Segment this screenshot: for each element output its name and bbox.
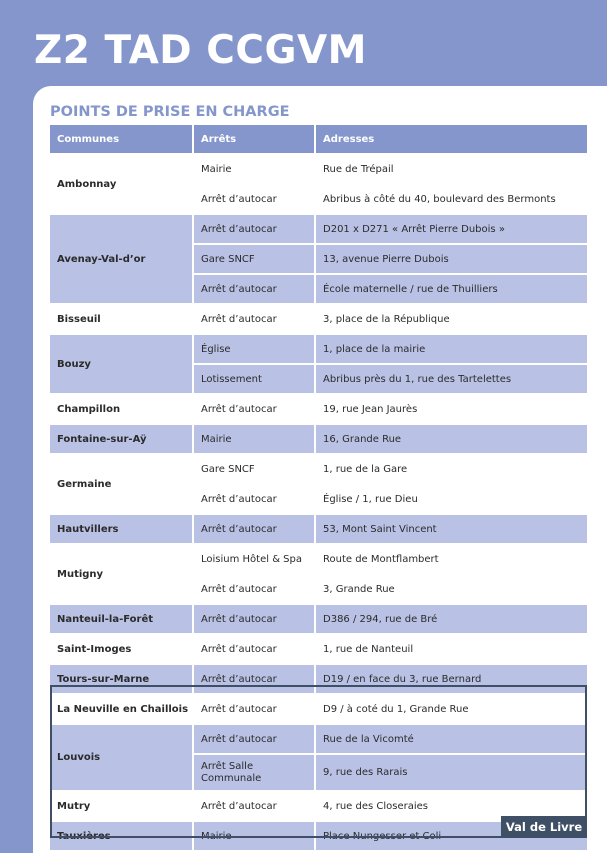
adresse-cell: 1, rue de Nanteuil [315, 634, 587, 664]
commune-cell: Tours-sur-Marne [50, 664, 193, 694]
column-header-arrets: Arrêts [193, 125, 315, 154]
arret-cell: Arrêt d’autocar [193, 514, 315, 544]
commune-cell: Mutigny [50, 544, 193, 604]
arret-cell: Mairie [193, 424, 315, 454]
arret-cell: Arrêt d’autocar [193, 634, 315, 664]
arret-cell: Gare SNCF [193, 454, 315, 484]
table-row [50, 514, 587, 544]
adresse-cell: Église / 1, rue Dieu [315, 484, 587, 514]
commune-cell: Bouzy [50, 334, 193, 394]
adresse-cell: 13, avenue Pierre Dubois [315, 244, 587, 274]
table-row [50, 724, 587, 754]
val-de-livre-badge: Val de Livre [501, 816, 587, 838]
table-header-row [50, 125, 587, 154]
table-row [50, 394, 587, 424]
adresse-cell: Rue de Trépail [315, 154, 587, 184]
commune-cell: Avenay-Val-d’or [50, 214, 193, 304]
arret-cell: Arrêt d’autocar [193, 604, 315, 634]
adresse-cell: 19, rue Jean Jaurès [315, 394, 587, 424]
arret-cell: Arrêt d’autocar [193, 694, 315, 724]
commune-cell: Germaine [50, 454, 193, 514]
table-row [50, 694, 587, 724]
commune-cell: Nanteuil-la-Forêt [50, 604, 193, 634]
pickup-points-table [50, 125, 587, 850]
arret-cell: Arrêt d’autocar [193, 724, 315, 754]
table-row [50, 304, 587, 334]
adresse-cell: Place Nungesser et Coli [315, 821, 587, 850]
commune-cell: Mutry [50, 791, 193, 821]
arret-cell: Arrêt d’autocar [193, 664, 315, 694]
adresse-cell: Abribus près du 1, rue des Tartelettes [315, 364, 587, 394]
table-row [50, 664, 587, 694]
column-header-communes: Communes [50, 125, 193, 154]
adresse-cell: 53, Mont Saint Vincent [315, 514, 587, 544]
adresse-cell: D19 / en face du 3, rue Bernard [315, 664, 587, 694]
adresse-cell: 1, place de la mairie [315, 334, 587, 364]
section-title: POINTS DE PRISE EN CHARGE [50, 104, 290, 120]
table-row [50, 634, 587, 664]
adresse-cell: 3, Grande Rue [315, 574, 587, 604]
arret-cell: Loisium Hôtel & Spa [193, 544, 315, 574]
table-row [50, 214, 587, 244]
commune-cell: La Neuville en Chaillois [50, 694, 193, 724]
arret-cell: Lotissement [193, 364, 315, 394]
table-row [50, 424, 587, 454]
table-row [50, 454, 587, 484]
arret-cell: Arrêt d’autocar [193, 574, 315, 604]
adresse-cell: Rue de la Vicomté [315, 724, 587, 754]
arret-cell: Arrêt d’autocar [193, 304, 315, 334]
adresse-cell: 9, rue des Rarais [315, 754, 587, 791]
arret-cell: Gare SNCF [193, 244, 315, 274]
commune-cell: Louvois [50, 724, 193, 791]
commune-cell: Ambonnay [50, 154, 193, 214]
commune-cell: Tauxières [50, 821, 193, 850]
commune-cell: Saint-Imoges [50, 634, 193, 664]
arret-cell: Arrêt d’autocar [193, 184, 315, 214]
column-header-adresses: Adresses [315, 125, 587, 154]
adresse-cell: École maternelle / rue de Thuilliers [315, 274, 587, 304]
adresse-cell: 16, Grande Rue [315, 424, 587, 454]
arret-cell: Mairie [193, 821, 315, 850]
arret-cell: Arrêt d’autocar [193, 214, 315, 244]
commune-cell: Fontaine-sur-Aÿ [50, 424, 193, 454]
adresse-cell: 3, place de la République [315, 304, 587, 334]
adresse-cell: D386 / 294, rue de Bré [315, 604, 587, 634]
adresse-cell: D9 / à coté du 1, Grande Rue [315, 694, 587, 724]
adresse-cell: D201 x D271 « Arrêt Pierre Dubois » [315, 214, 587, 244]
table-row [50, 604, 587, 634]
arret-cell: Arrêt Salle Communale [193, 754, 315, 791]
arret-cell: Arrêt d’autocar [193, 791, 315, 821]
table-row [50, 544, 587, 574]
arret-cell: Arrêt d’autocar [193, 394, 315, 424]
adresse-cell: Abribus à côté du 40, boulevard des Bermonts [315, 184, 587, 214]
adresse-cell: 1, rue de la Gare [315, 454, 587, 484]
commune-cell: Bisseuil [50, 304, 193, 334]
arret-cell: Église [193, 334, 315, 364]
table-row [50, 334, 587, 364]
document-title: Z2 TAD CCGVM [34, 28, 367, 73]
arret-cell: Arrêt d’autocar [193, 274, 315, 304]
arret-cell: Mairie [193, 154, 315, 184]
adresse-cell: 4, rue des Closeraies [315, 791, 587, 821]
commune-cell: Hautvillers [50, 514, 193, 544]
commune-cell: Champillon [50, 394, 193, 424]
adresse-cell: Route de Montflambert [315, 544, 587, 574]
table-row [50, 154, 587, 184]
arret-cell: Arrêt d’autocar [193, 484, 315, 514]
